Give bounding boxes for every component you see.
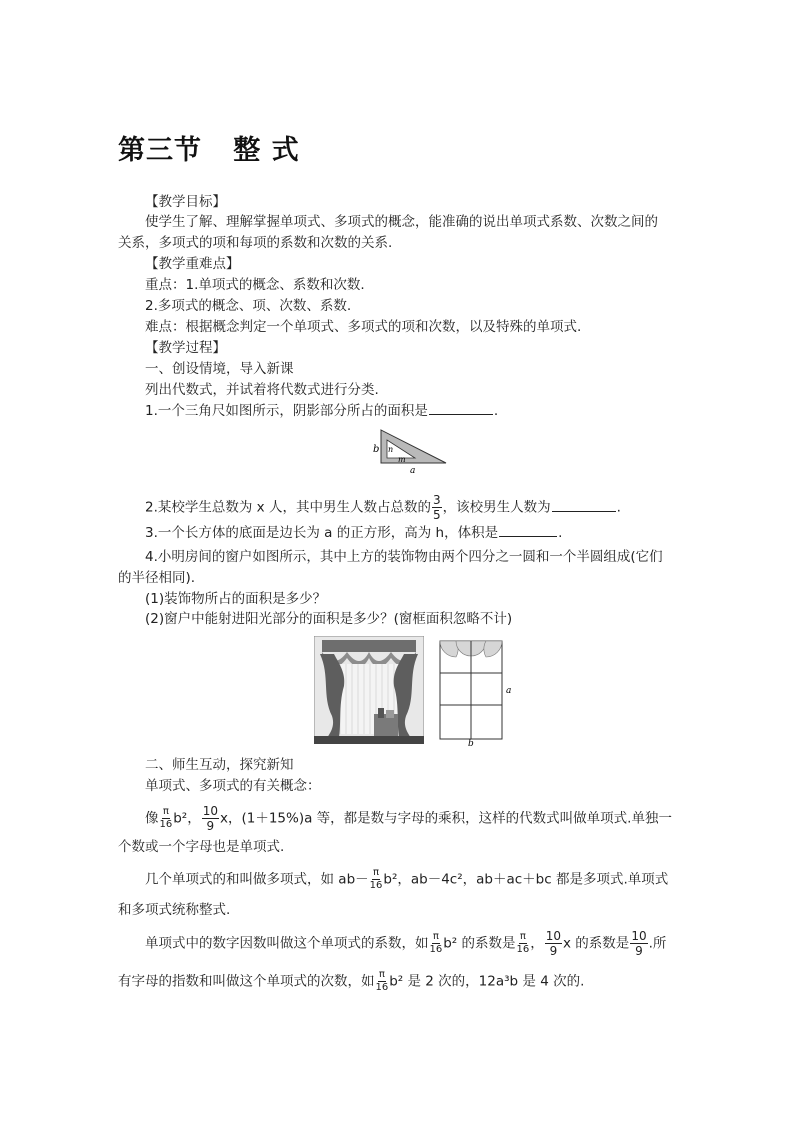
- question-2-text-b: ，该校男生人数为: [442, 499, 551, 516]
- curtain-window-photo: [314, 636, 424, 744]
- process-heading: 【教学过程】: [145, 340, 226, 356]
- text-segment: 有字母的指数和叫做这个单项式的次数，如: [118, 973, 375, 990]
- text-segment: x 的系数是: [563, 935, 630, 952]
- text-segment: ，: [530, 935, 544, 952]
- text-segment: .所: [648, 935, 667, 952]
- fraction-pi-over-16: [376, 970, 389, 993]
- goals-line-1: 使学生了解、理解掌握单项式、多项式的概念，能准确的说出单项式系数、次数之间的: [145, 214, 658, 230]
- polynomial-definition-line-2: 和多项式统称整式.: [118, 902, 231, 918]
- question-4-line-2: 的半径相同).: [118, 570, 196, 586]
- fraction-pi-over-16: [160, 807, 173, 830]
- triangle-ruler-figure: [368, 425, 452, 475]
- question-1: 1.一个三角尺如图所示，阴影部分所占的面积是 .: [145, 403, 499, 419]
- fraction-three-fifths: [432, 494, 442, 521]
- question-3: 3.一个长方体的底面是边长为 a 的正方形，高为 h，体积是 .: [145, 525, 563, 541]
- question-1-text: 1.一个三角尺如图所示，阴影部分所占的面积是: [145, 403, 428, 419]
- fraction-pi-over-16: [517, 932, 530, 955]
- fraction-denominator: 9: [635, 944, 643, 958]
- answer-blank: [429, 402, 493, 415]
- triangle-label-m: m: [398, 455, 406, 464]
- question-4-line-1: 4.小明房间的窗户如图所示，其中上方的装饰物由两个四分之一圆和一个半圆组成(它们: [145, 549, 663, 565]
- answer-blank: [499, 524, 557, 537]
- fraction-denominator: 5: [432, 508, 441, 522]
- question-4-sub-1: (1)装饰物所占的面积是多少？: [145, 591, 327, 607]
- polynomial-definition-line-1: [145, 868, 668, 891]
- triangle-label-b: b: [373, 444, 380, 455]
- question-4-sub-2: (2)窗户中能射进阳光部分的面积是多少？(窗框面积忽略不计): [145, 611, 513, 627]
- monomial-definition-line-2: 个数或一个字母也是单项式.: [118, 839, 285, 855]
- key-line-3: 难点：根据概念判定一个单项式、多项式的项和次数，以及特殊的单项式.: [145, 319, 582, 335]
- goals-heading: 【教学目标】: [145, 194, 226, 210]
- degree-definition-line: [118, 970, 584, 993]
- fraction-pi-over-16: [370, 868, 383, 891]
- goals-line-2: 关系，多项式的项和每项的系数和次数的关系.: [118, 235, 393, 251]
- text-segment: 几个单项式的和叫做多项式，如 ab－: [145, 871, 369, 888]
- fraction-denominator: 16: [429, 944, 443, 955]
- text-segment: b²，ab－4c²，ab＋ac＋bc 都是多项式.单项式: [383, 871, 669, 888]
- window-label-b: b: [468, 739, 474, 748]
- fraction-denominator: 9: [206, 819, 215, 833]
- fraction-denominator: 9: [549, 944, 558, 958]
- key-line-2: 2.多项式的概念、项、次数、系数.: [145, 298, 352, 314]
- window-label-a: a: [506, 686, 512, 696]
- question-2: 2.某校学生总数为 x 人，其中男生人数占总数的 $\frac{3}{5}$ ，该校男生人数为 .: [145, 493, 621, 522]
- part2-heading: 二、师生互动，探究新知: [145, 757, 294, 773]
- answer-blank: [552, 499, 616, 512]
- text-segment: 像: [145, 810, 159, 827]
- fraction-numerator: π: [378, 969, 385, 980]
- part2-intro: 单项式、多项式的有关概念：: [145, 778, 321, 794]
- fraction-denominator: 16: [375, 982, 389, 993]
- question-3-text: 3.一个长方体的底面是边长为 a 的正方形，高为 h，体积是: [145, 525, 499, 541]
- fraction-numerator: 10: [631, 929, 647, 943]
- coefficient-definition-line-1: [145, 930, 666, 957]
- window-diagram: [436, 638, 516, 748]
- monomial-definition-line-1: [145, 805, 672, 832]
- fraction-10-over-9: [545, 930, 562, 957]
- fraction-numerator: 3: [432, 493, 441, 507]
- fraction-numerator: π: [372, 867, 380, 878]
- fraction-10-over-9: [202, 805, 219, 832]
- key-line-1: 重点：1.单项式的概念、系数和次数.: [145, 277, 365, 293]
- part1-intro: 列出代数式，并试着将代数式进行分类.: [145, 382, 379, 398]
- text-segment: x，(1＋15%)a 等，都是数与字母的乘积，这样的代数式叫做单项式.单独一: [220, 810, 672, 827]
- fraction-numerator: 10: [545, 929, 562, 943]
- fraction-10-over-9: [630, 930, 647, 957]
- fraction-denominator: 16: [159, 819, 173, 830]
- fraction-denominator: 16: [369, 880, 383, 891]
- fraction-numerator: 10: [202, 804, 218, 818]
- part1-heading: 一、创设情境，导入新课: [145, 361, 294, 377]
- fraction-pi-over-16: [430, 932, 443, 955]
- text-segment: b²，: [173, 810, 201, 827]
- fraction-numerator: π: [162, 806, 169, 817]
- question-2-text-a: 2.某校学生总数为 x 人，其中男生人数占总数的: [145, 499, 431, 516]
- page-title: 第三节 整 式: [118, 135, 300, 166]
- fraction-denominator: 16: [516, 944, 530, 955]
- key-heading: 【教学重难点】: [145, 256, 240, 272]
- text-segment: b² 的系数是: [443, 935, 516, 952]
- triangle-label-a: a: [410, 466, 416, 475]
- text-segment: 单项式中的数字因数叫做这个单项式的系数，如: [145, 935, 429, 952]
- fraction-numerator: π: [519, 931, 526, 942]
- fraction-numerator: π: [432, 931, 439, 942]
- triangle-label-n: n: [388, 445, 394, 454]
- text-segment: b² 是 2 次的，12a³b 是 4 次的.: [389, 973, 585, 990]
